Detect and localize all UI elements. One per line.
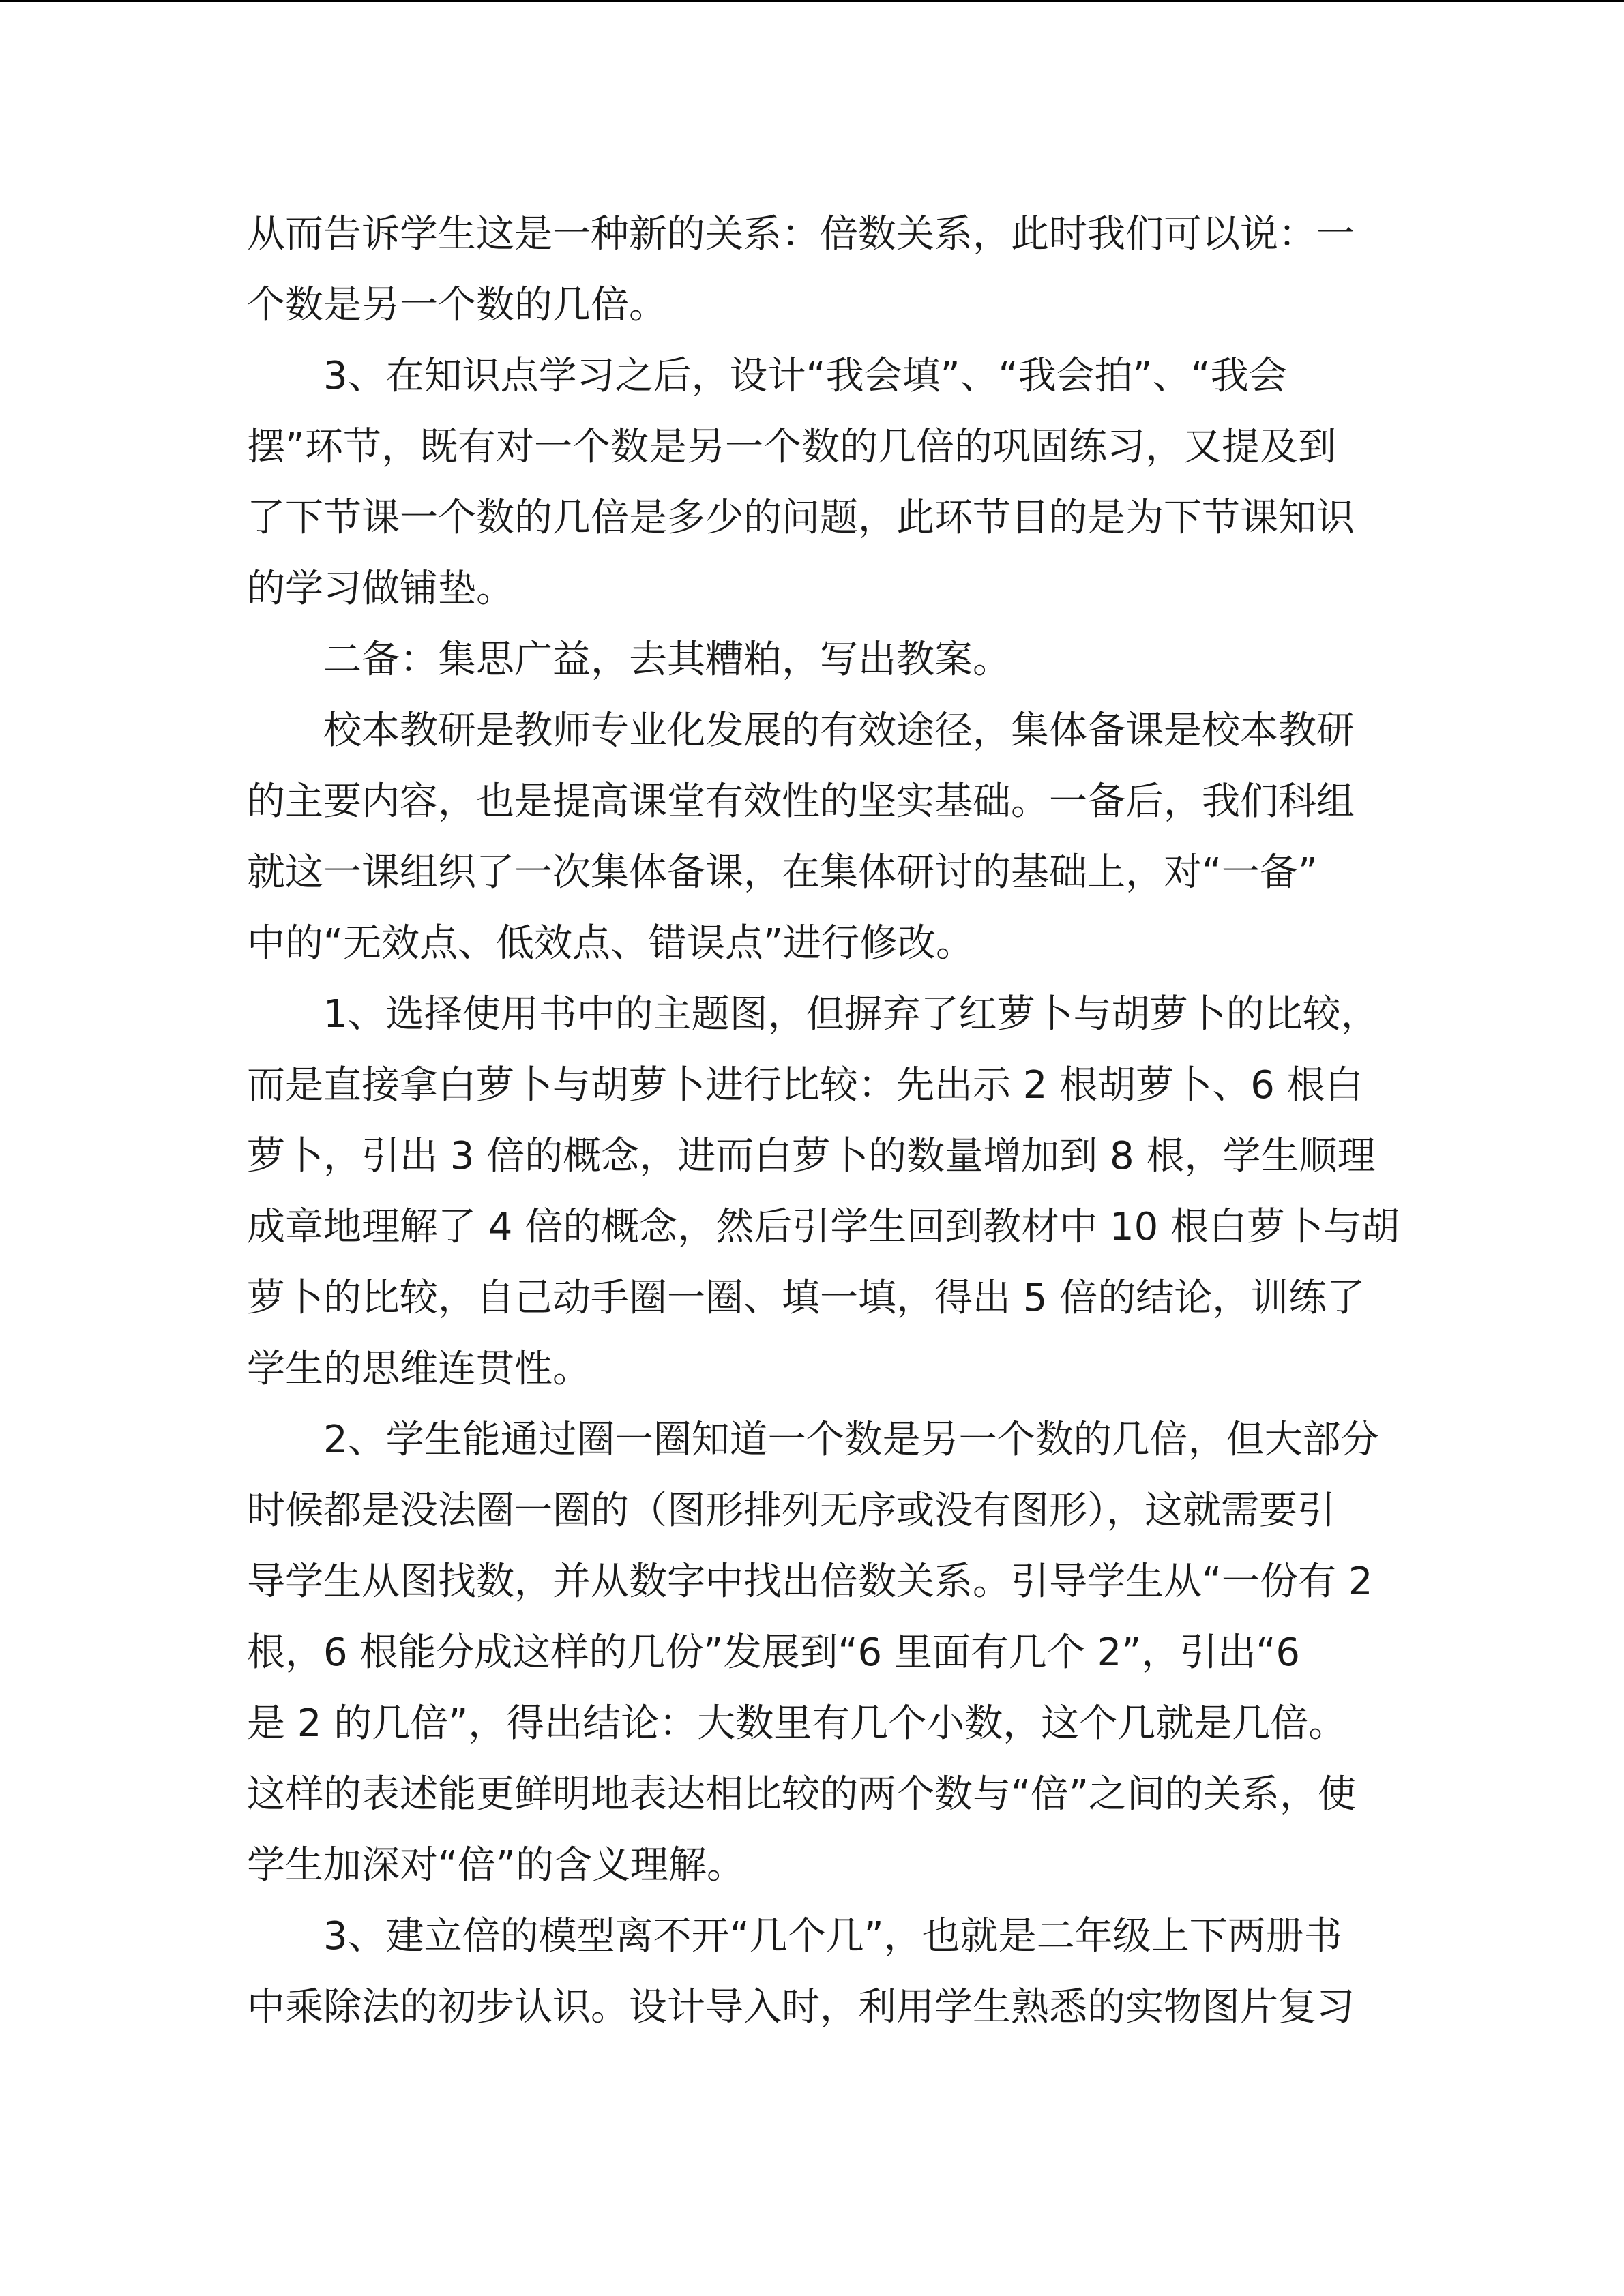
text-line: 中的“无效点、低效点、错误点”进行修改。	[247, 921, 975, 966]
text-line: 就这一课组织了一次集体备课，在集体研讨的基础上，对“一备”	[247, 850, 1318, 895]
text-line: 萝卜，引出 3 倍的概念，进而白萝卜的数量增加到 8 根，学生顺理	[247, 1134, 1376, 1178]
text-line: 摆”环节，既有对一个数是另一个数的几倍的巩固练习，又提及到	[247, 425, 1337, 469]
page-top-border	[0, 0, 1624, 2]
text-line: 导学生从图找数，并从数字中找出倍数关系。引导学生从“一份有 2	[247, 1560, 1373, 1604]
text-line: 2、学生能通过圈一圈知道一个数是另一个数的几倍，但大部分	[323, 1418, 1379, 1462]
text-line: 时候都是没法圈一圈的（图形排列无序或没有图形），这就需要引	[247, 1489, 1335, 1533]
text-line: 根，6 根能分成这样的几份”发展到“6 里面有几个 2”，引出“6	[247, 1630, 1300, 1675]
text-line: 中乘除法的初步认识。设计导入时，利用学生熟悉的实物图片复习	[247, 1985, 1355, 2029]
text-line: 是 2 的几倍”，得出结论：大数里有几个小数，这个几就是几倍。	[247, 1701, 1347, 1746]
text-line: 学生的思维连贯性。	[247, 1347, 591, 1391]
text-line: 成章地理解了 4 倍的概念，然后引学生回到教材中 10 根白萝卜与胡	[247, 1205, 1400, 1249]
text-line: 萝卜的比较，自己动手圈一圈、填一填，得出 5 倍的结论，训练了	[247, 1276, 1365, 1320]
text-line: 而是直接拿白萝卜与胡萝卜进行比较：先出示 2 根胡萝卜、6 根白	[247, 1063, 1363, 1107]
text-line: 二备：集思广益，去其糟粕，写出教案。	[323, 638, 1011, 682]
text-line: 的主要内容，也是提高课堂有效性的坚实基础。一备后，我们科组	[247, 779, 1355, 824]
text-line: 3、建立倍的模型离不开“几个几”，也就是二年级上下两册书	[323, 1914, 1342, 1958]
text-line: 学生加深对“倍”的含义理解。	[247, 1843, 745, 1888]
text-line: 这样的表述能更鲜明地表达相比较的两个数与“倍”之间的关系，使	[247, 1772, 1357, 1817]
text-line: 的学习做铺垫。	[247, 567, 514, 611]
text-line: 3、在知识点学习之后，设计“我会填”、“我会拍”、“我会	[323, 354, 1287, 398]
text-line: 个数是另一个数的几倍。	[247, 283, 667, 327]
text-line: 了下节课一个数的几倍是多少的问题，此环节目的是为下节课知识	[247, 496, 1355, 540]
text-line: 校本教研是教师专业化发展的有效途径，集体备课是校本教研	[323, 709, 1355, 753]
text-line: 1、选择使用书中的主题图，但摒弃了红萝卜与胡萝卜的比较，	[323, 992, 1379, 1037]
text-line: 从而告诉学生这是一种新的关系：倍数关系，此时我们可以说：一	[247, 212, 1355, 256]
